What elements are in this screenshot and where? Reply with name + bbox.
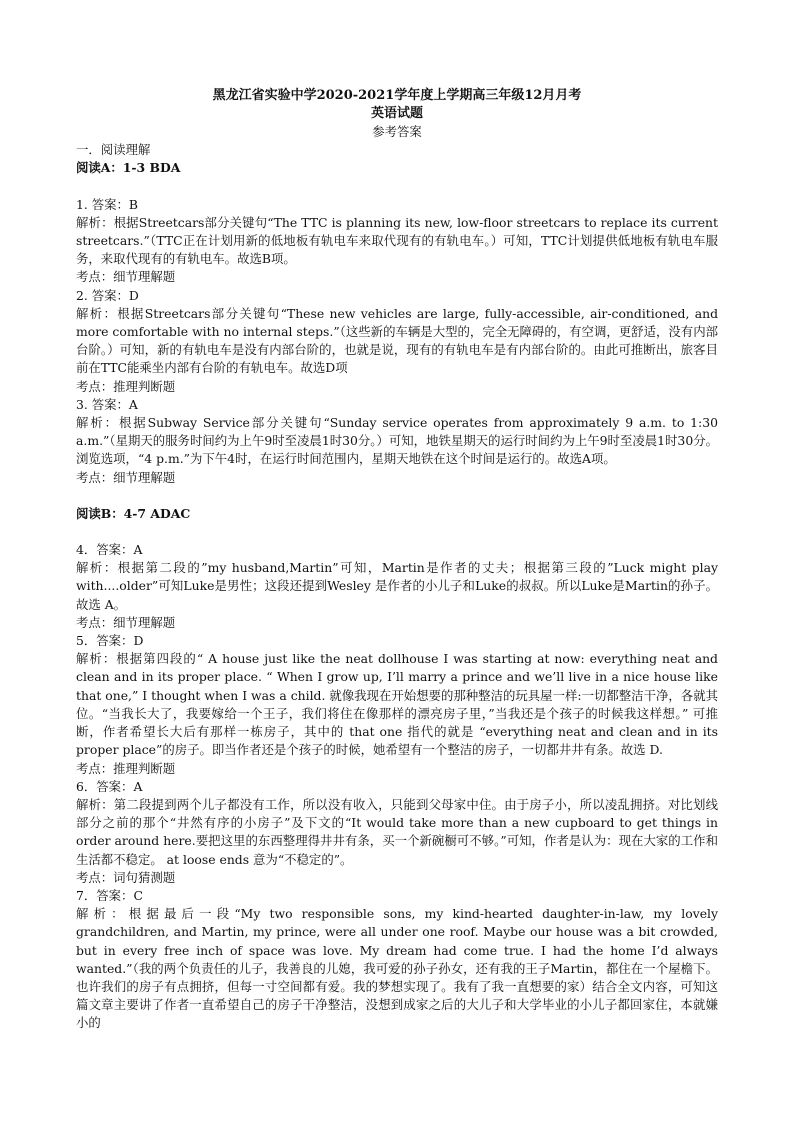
q2-answer: 2. 答案：D [76, 287, 139, 303]
q5-analysis: 解析：根据第四段的“ A house just like the neat dollhouse I was starting at now: everything neat and clean and in its proper place. “ When I grow up, I’ll marry a prince and we’ll live in a nice house like that one,” I thought when I was a child. 就像我现在开始想要的那种整洁的玩具屋一样:一切都整洁干净，各就其位。“当我长大了，我要嫁给一个王子，我们将住在像那样的漂亮房子里，”当我还是个孩子的时候我这样想。” 可推断，作者希望长大后有那样一栋房子，其中的 that one 指代的就是 “everything neat and clean and in its proper place”的房子。即当作者还是个孩子的时候，她希望有一个整洁的房子，一切都井井有条。故选 D. [76, 651, 718, 758]
spacer [76, 523, 718, 541]
spacer [76, 487, 718, 505]
q1-point: 考点：细节理解题 [76, 269, 176, 285]
reading-a-heading: 阅读A：1-3 BDA [76, 160, 181, 176]
spacer [76, 178, 718, 196]
q2-point: 考点：推理判断题 [76, 378, 176, 394]
q4-point: 考点：细节理解题 [76, 614, 176, 630]
q3-analysis: 解析：根据Subway Service部分关键句“Sunday service operates from approximately 9 a.m. to 1:30 a.m.”（星期天的服务时间约为上午9时至凌晨1时30分。）可知，地铁星期天的运行时间约为上午9时至凌晨1时30分。浏览选项，“4 p.m.”为下午4时，在运行时间范围内，星期天地铁在这个时间是运行的。故选A项。 [76, 415, 718, 467]
q2-analysis: 解析：根据Streetcars部分关键句“These new vehicles are large, fully-accessible, air-conditioned, and more comfortable with no internal steps.”（这些新的车辆是大型的，完全无障碍的，有空调，更舒适，没有内部台阶。）可知，新的有轨电车是没有内部台阶的，也就是说，现有的有轨电车是有内部台阶的。由此可推断出，旅客目前在TTC能乘坐内部有台阶的有轨电车。故选D项 [76, 305, 718, 376]
q4-analysis: 解析：根据第二段的”my husband,Martin”可知，Martin是作者的丈夫；根据第三段的”Luck might play with....older”可知Luke是男性；这段还提到Wesley 是作者的小儿子和Luke的叔叔。所以Luke是Martin的孙子。故选 A。 [76, 560, 718, 612]
exam-title: 黑龙江省实验中学2020-2021学年度上学期高三年级12月月考 [212, 88, 582, 103]
q6-answer: 6．答案：A [76, 778, 143, 794]
reading-b-heading: 阅读B：4-7 ADAC [76, 505, 191, 521]
q4-answer: 4．答案：A [76, 542, 143, 558]
q1-analysis: 解析：根据Streetcars部分关键句“The TTC is planning its new, low-floor streetcars to replace its current streetcars.”（TTC正在计划用新的低地板有轨电车来取代现有的有轨电车。）可知，TTC计划提供低地板有轨电车服务，来取代现有的有轨电车。故选B项。 [76, 214, 718, 267]
q3-point: 考点：细节理解题 [76, 469, 176, 485]
answer-key-label: 参考答案 [372, 124, 422, 139]
q6-point: 考点：词句猜测题 [76, 869, 176, 885]
q7-answer: 7．答案：C [76, 887, 143, 903]
q3-answer: 3. 答案：A [76, 396, 138, 412]
document-content [76, 87, 718, 1033]
subject-title: 英语试题 [370, 106, 423, 121]
q7-analysis: 解析：根据最后一段“My two responsible sons, my kind-hearted daughter-in-law, my lovely grandchildren, and Martin, my prince, were all under one roof. Maybe our house was a bit crowded, but in every free inch of space was love. My dream had come true. I had the home I’d always wanted.”（我的两个负责任的儿子，我善良的儿媳，我可爱的孙子孙女，还有我的王子Martin，都住在一个屋檐下。也许我们的房子有点拥挤，但每一寸空间都有爱。我的梦想实现了。我有了我一直想要的家）结合全文内容，可知这篇文章主要讲了作者一直希望自己的房子干净整洁，没想到成家之后的大儿子和大学毕业的小儿子都回家住，本就嫌小的 [76, 906, 718, 1031]
q5-point: 考点：推理判断题 [76, 760, 176, 776]
q1-answer: 1. 答案：B [76, 196, 139, 212]
section-heading: 一．阅读理解 [76, 142, 151, 158]
q6-analysis: 解析：第二段提到两个儿子都没有工作，所以没有收入，只能到父母家中住。由于房子小，所以凌乱拥挤。对比划线部分之前的那个“井然有序的小房子”及下文的“It would take more than a new cupboard to get things in order around here.要把这里的东西整理得井井有条，买一个新碗橱可不够。”可知，作者是认为：现在大家的工作和生活都不稳定。 at loose ends 意为“不稳定的”。 [76, 796, 718, 867]
q5-answer: 5．答案：D [76, 633, 144, 649]
